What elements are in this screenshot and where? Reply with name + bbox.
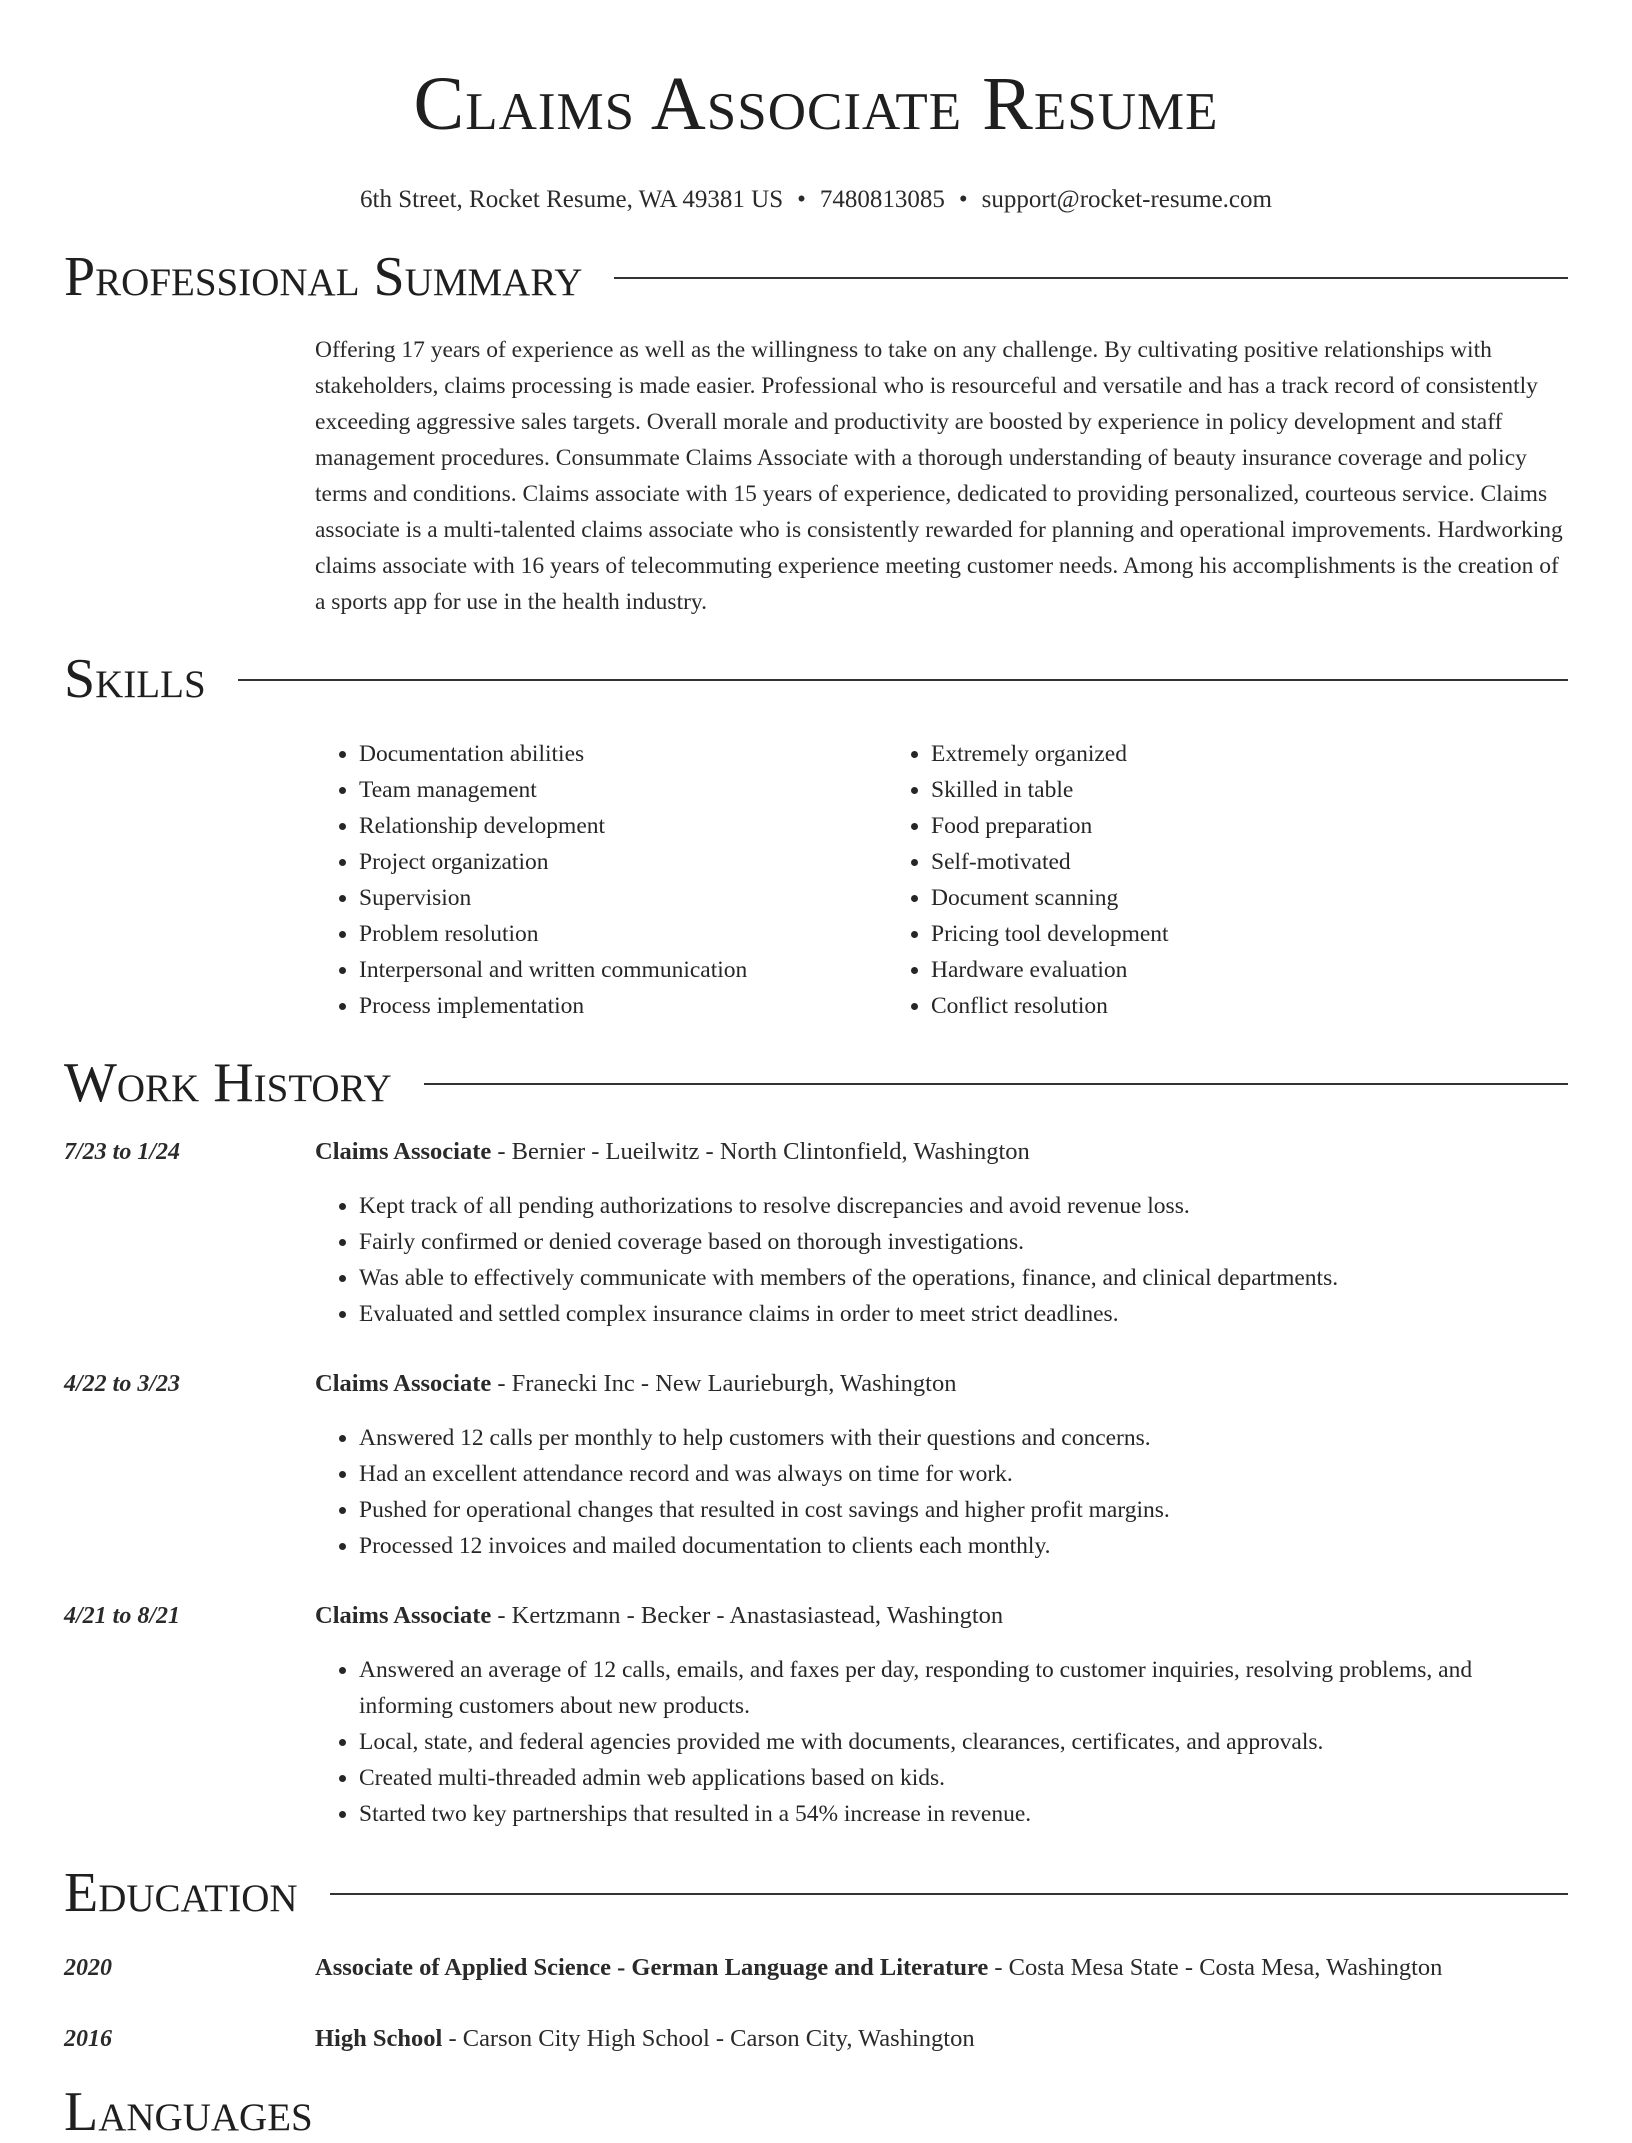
job-entry [64, 1598, 1568, 1832]
skill-item: • Problem resolution [359, 916, 887, 952]
job-bullet: • Answered 12 calls per monthly to help customers with their questions and concerns. [359, 1420, 1568, 1456]
contact-line [64, 184, 1568, 216]
education-line [315, 1950, 1568, 1986]
resume-title: Claims Associate Resume [413, 62, 1219, 146]
section-divider [238, 679, 1568, 681]
job-bullet: • Had an excellent attendance record and was always on time for work. [359, 1456, 1568, 1492]
education-degree: Associate of Applied Science - German Language and Literature [315, 1954, 989, 1981]
job-title-line [315, 1134, 1568, 1170]
job-bullet: • Processed 12 invoices and mailed documentation to clients each monthly. [359, 1528, 1568, 1564]
skill-item: • Supervision [359, 880, 887, 916]
skill-item: • Document scanning [931, 880, 1169, 916]
job-title: Claims Associate [315, 1602, 492, 1629]
education-degree: High School [315, 2025, 443, 2052]
work-history-list [64, 1134, 1568, 1832]
job-bullet: • Local, state, and federal agencies provided me with documents, clearances, certificates, and approvals. [359, 1724, 1568, 1760]
education-entry [64, 1950, 1568, 1986]
job-bullet: • Fairly confirmed or denied coverage based on thorough investigations. [359, 1224, 1568, 1260]
job-dates: 7/23 to 1/24 [64, 1139, 181, 1165]
education-list [64, 1950, 1568, 2057]
summary-heading: Professional Summary [64, 246, 583, 308]
education-year: 2020 [64, 1955, 112, 1981]
job-bullet: • Answered an average of 12 calls, emails, and faxes per day, responding to customer inquiries, resolving problems, and informing customers about new products. [359, 1652, 1568, 1724]
contact-separator: • [797, 186, 806, 213]
skills-columns [315, 736, 1568, 1024]
job-entry [64, 1134, 1568, 1332]
job-bullet: • Was able to effectively communicate with members of the operations, finance, and clinical departments. [359, 1260, 1568, 1296]
skills-heading: Skills [64, 648, 206, 710]
job-bullets [315, 1420, 1568, 1564]
languages-section-header [64, 2081, 1568, 2143]
job-dates: 4/22 to 3/23 [64, 1371, 181, 1397]
skill-item: • Hardware evaluation [931, 952, 1169, 988]
skill-item: • Interpersonal and written communication [359, 952, 887, 988]
job-bullet: • Started two key partnerships that resulted in a 54% increase in revenue. [359, 1796, 1568, 1832]
skill-item: • Food preparation [931, 808, 1169, 844]
skill-item: • Extremely organized [931, 736, 1169, 772]
job-employer: - Franecki Inc - New Laurieburgh, Washington [491, 1370, 957, 1397]
job-bullet: • Pushed for operational changes that resulted in cost savings and higher profit margins. [359, 1492, 1568, 1528]
education-school: - Costa Mesa State - Costa Mesa, Washington [988, 1954, 1443, 1981]
job-title-line [315, 1366, 1568, 1402]
skill-item: • Documentation abilities [359, 736, 887, 772]
skills-section-header [64, 648, 1568, 710]
work-heading: Work History [64, 1052, 392, 1114]
skill-item: • Process implementation [359, 988, 887, 1024]
skill-item: • Project organization [359, 844, 887, 880]
job-employer: - Kertzmann - Becker - Anastasiastead, Washington [491, 1602, 1004, 1629]
education-year: 2016 [64, 2026, 112, 2052]
summary-section-header [64, 246, 1568, 308]
section-divider [330, 1893, 1568, 1895]
education-school: - Carson City High School - Carson City, Washington [442, 2025, 975, 2052]
job-bullets [315, 1188, 1568, 1332]
skills-list-left [315, 736, 887, 1024]
section-divider [614, 277, 1568, 279]
job-employer: - Bernier - Lueilwitz - North Clintonfield, Washington [491, 1138, 1030, 1165]
contact-separator: • [958, 186, 968, 213]
contact-phone: 7480813085 [819, 186, 945, 213]
work-section-header [64, 1052, 1568, 1114]
job-bullet: • Kept track of all pending authorizations to resolve discrepancies and avoid revenue loss. [359, 1188, 1568, 1224]
job-bullet: • Evaluated and settled complex insurance claims in order to meet strict deadlines. [359, 1296, 1568, 1332]
section-divider [424, 1083, 1568, 1085]
job-title: Claims Associate [315, 1138, 492, 1165]
job-dates: 4/21 to 8/21 [64, 1603, 181, 1629]
skill-item: • Skilled in table [931, 772, 1169, 808]
education-section-header [64, 1862, 1568, 1924]
job-bullets [315, 1652, 1568, 1832]
skill-item: • Pricing tool development [931, 916, 1169, 952]
contact-email: support@rocket-resume.com [981, 186, 1272, 213]
skill-item: • Relationship development [359, 808, 887, 844]
job-entry [64, 1366, 1568, 1564]
job-title-line [315, 1598, 1568, 1634]
contact-address: 6th Street, Rocket Resume, WA 49381 US [360, 186, 784, 213]
skills-list-right [887, 736, 1169, 1024]
skill-item: • Team management [359, 772, 887, 808]
education-heading: Education [64, 1862, 298, 1924]
job-title: Claims Associate [315, 1370, 492, 1397]
education-entry [64, 2021, 1568, 2057]
education-line [315, 2021, 1568, 2057]
skill-item: • Self-motivated [931, 844, 1169, 880]
summary-text: Offering 17 years of experience as well as the willingness to take on any challenge. By cultivating positive relationships with stakeholders, claims processing is made easier. Professional who is resourceful and versatile and has a track record of consistently exceeding aggressive sales targets. Overall morale and productivity are boosted by experience in policy development and staff management procedures. Consummate Claims Associate with a thorough understanding of beauty insurance coverage and policy terms and conditions. Claims associate with 15 years of experience, dedicated to providing personalized, courteous service. Claims associate is a multi-talented claims associate who is consistently rewarded for planning and operational improvements. Hardworking claims associate with 16 years of telecommuting experience meeting customer needs. Among his accomplishments is the creation of a sports app for use in the health industry. [315, 337, 1563, 615]
languages-heading: Languages [64, 2081, 313, 2143]
job-bullet: • Created multi-threaded admin web applications based on kids. [359, 1760, 1568, 1796]
skill-item: • Conflict resolution [931, 988, 1169, 1024]
